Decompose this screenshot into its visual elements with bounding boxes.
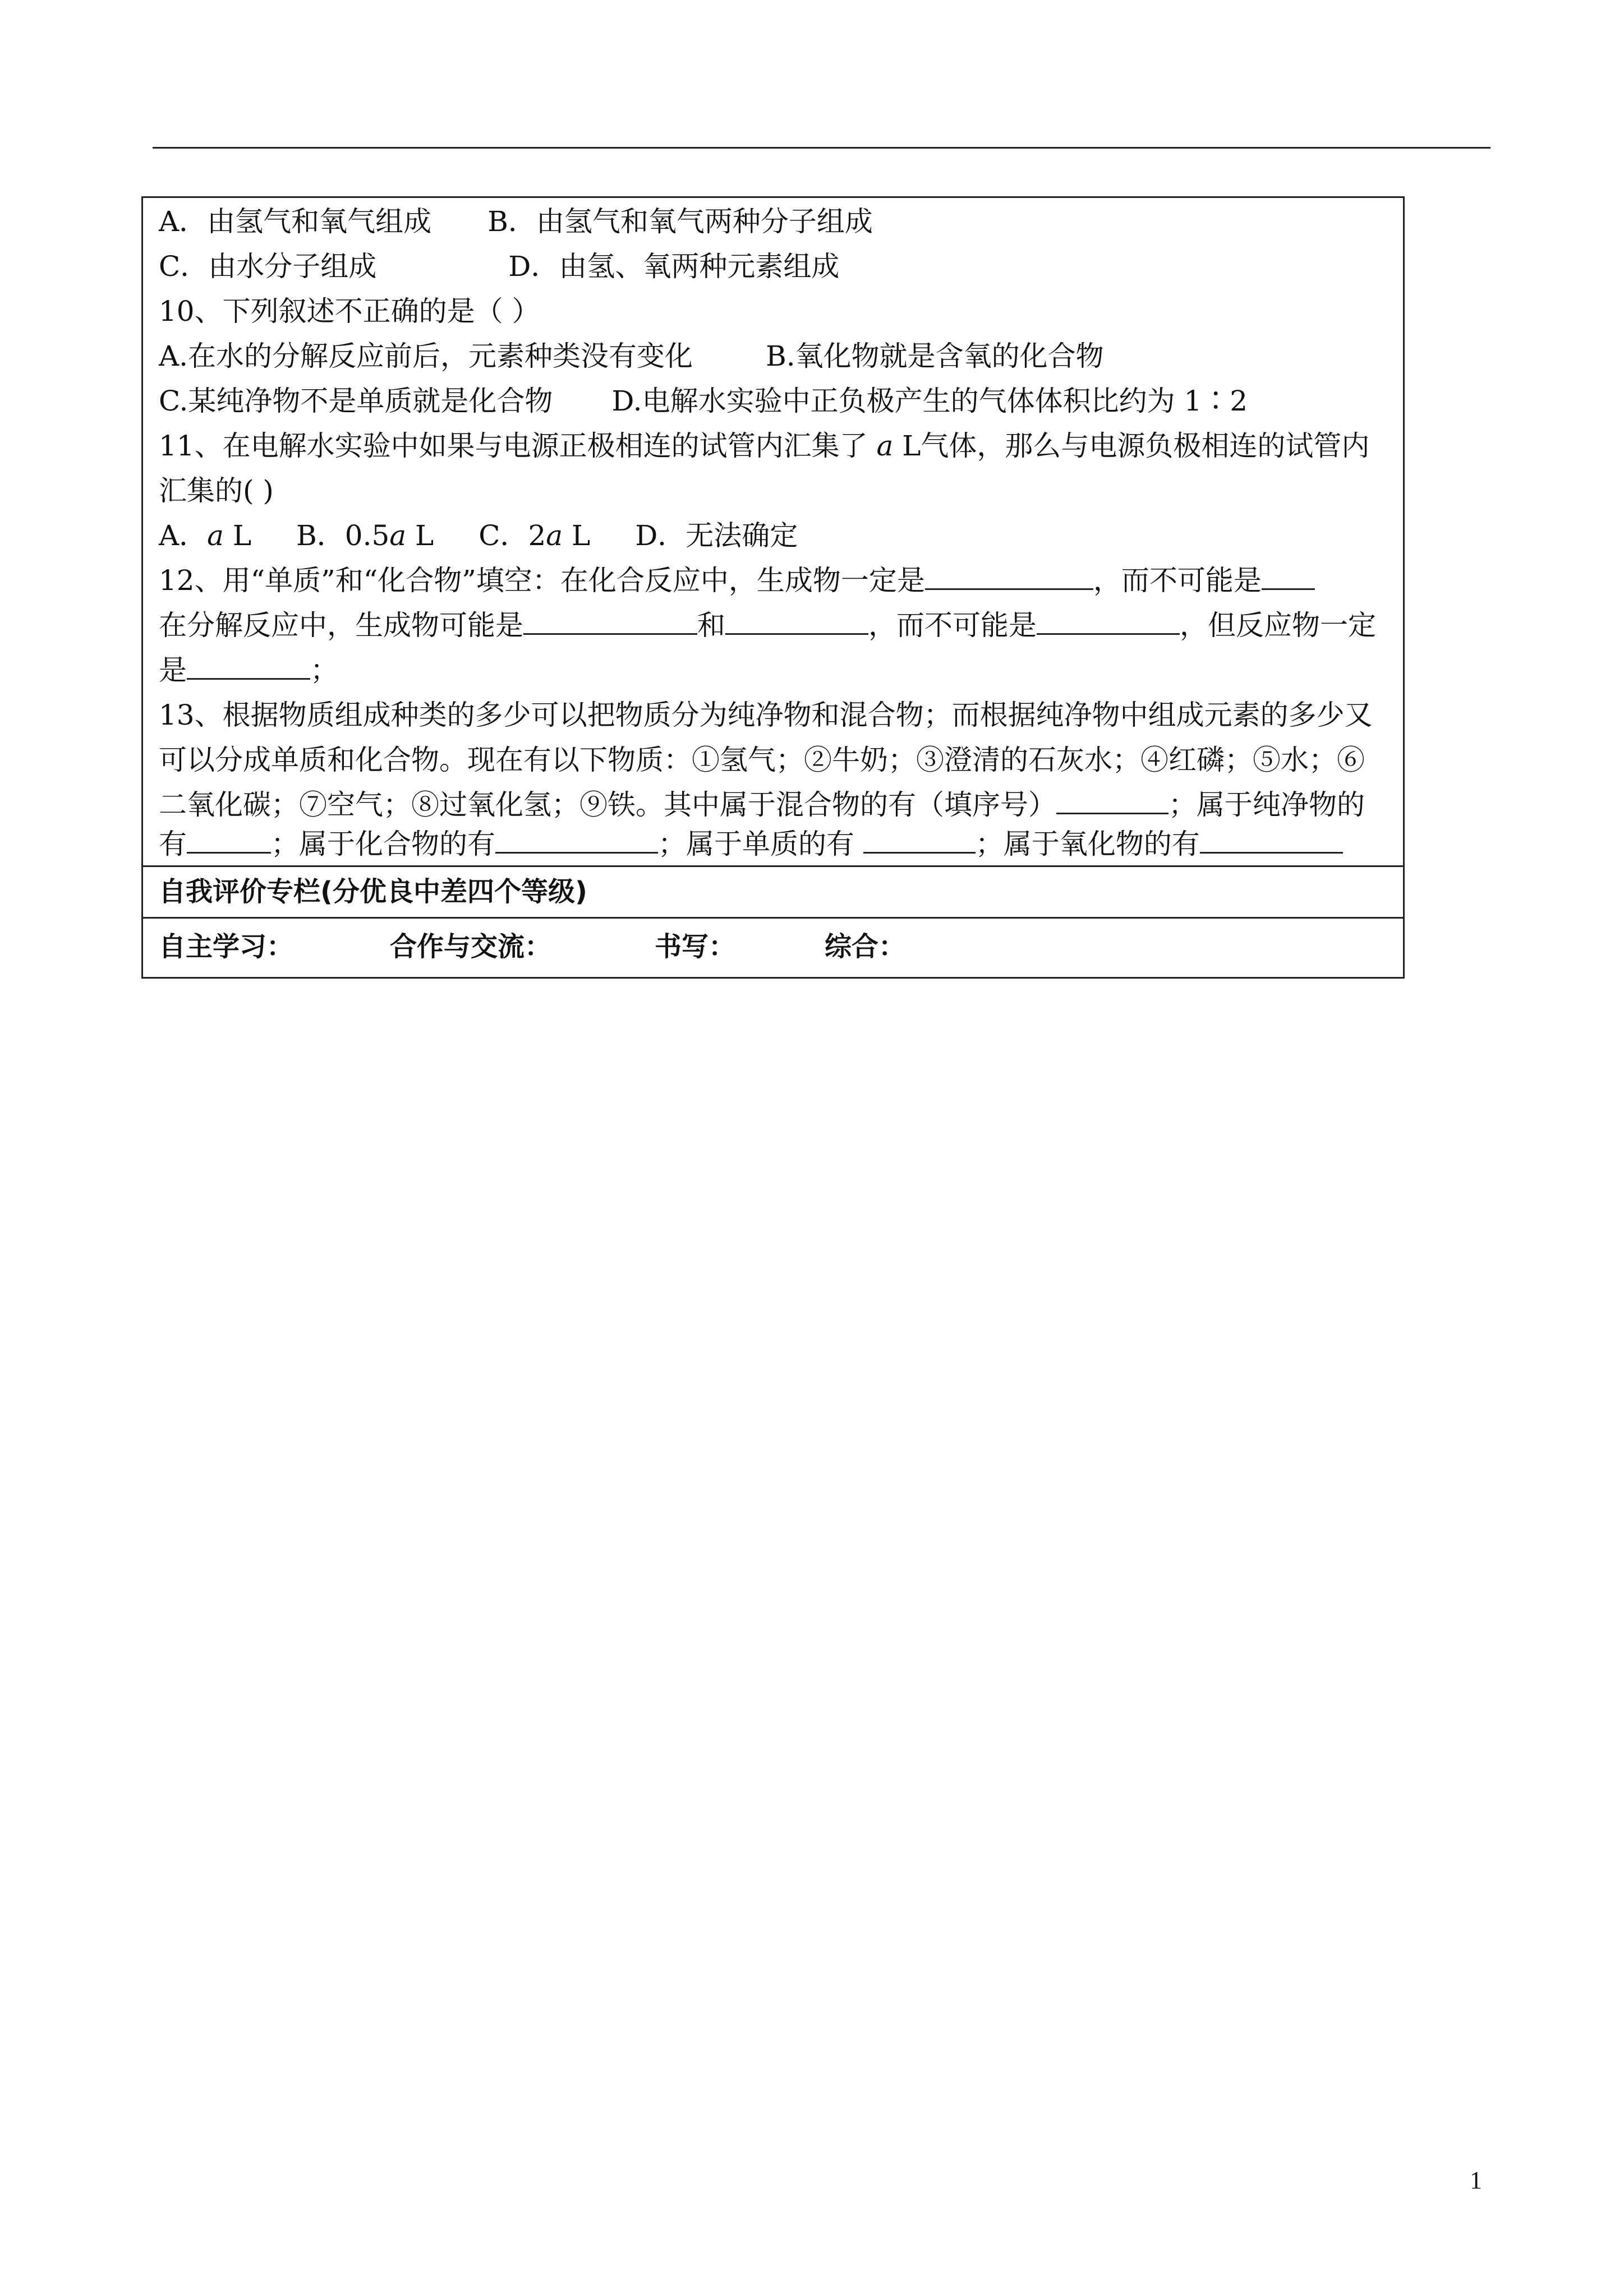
q12-blank-4[interactable] — [725, 604, 868, 635]
q13-line-1: 13、根据物质组成种类的多少可以把物质分为纯净物和混合物；而根据纯净物中组成元素的多少又 — [159, 699, 1373, 731]
q11-option-d: D．无法确定 — [635, 519, 798, 552]
q13-text: ；属于化合物的有 — [271, 828, 495, 860]
q12-text: ，而不可能是 — [1093, 564, 1262, 597]
q12-line-2 — [159, 603, 1403, 648]
q9-option-c: C．由水分子组成 — [159, 250, 377, 283]
header-rule — [153, 147, 1490, 149]
q10-options-row-1 — [159, 334, 1403, 379]
q12-text: ； — [310, 654, 338, 686]
q12-text: 12、用“单质”和“化合物”填空：在化合反应中，生成物一定是 — [159, 564, 925, 597]
q12-text: 在分解反应中，生成物可能是 — [159, 609, 523, 642]
q10-options-row-2 — [159, 379, 1403, 423]
q13-text: 二氧化碳；⑦空气；⑧过氧化氢；⑨铁。其中属于混合物的有（填序号） — [159, 789, 1056, 821]
q12-text: ，而不可能是 — [868, 609, 1037, 642]
q10-option-c: C.某纯净物不是单质就是化合物 — [159, 385, 553, 417]
q10-option-b: B.氧化物就是含氧的化合物 — [766, 340, 1104, 372]
q13-text: 有 — [159, 828, 187, 860]
q12-blank-6[interactable] — [187, 649, 310, 680]
q12-text: ，但反应物一定 — [1180, 609, 1376, 642]
q11-option-b: B．0.5a L — [296, 519, 434, 552]
eval-self-study: 自主学习： — [159, 931, 294, 962]
q12-blank-5[interactable] — [1037, 604, 1180, 635]
q10-option-d: D.电解水实验中正负极产生的气体体积比约为 1∶2 — [611, 385, 1248, 417]
q11-option-c: C．2a L — [479, 519, 591, 552]
q13-text: ；属于纯净物的 — [1168, 789, 1365, 821]
q13-line-2: 可以分成单质和化合物。现在有以下物质：①氢气；②牛奶；③澄清的石灰水；④红磷；⑤水；⑥ — [159, 744, 1365, 776]
evaluation-row — [143, 917, 1403, 979]
q9-option-a: A．由氢气和氧气组成 — [159, 205, 432, 238]
q12-blank-2[interactable] — [1262, 559, 1315, 590]
q13-blank-oxides[interactable] — [1200, 823, 1343, 854]
q13-line-3 — [159, 782, 1403, 827]
q13-blank-pure[interactable] — [187, 823, 271, 854]
q11-options — [159, 513, 1403, 558]
q11-stem-line-1 — [159, 423, 1403, 468]
q9-options-row-2 — [159, 244, 1403, 289]
page-number: 1 — [1470, 2166, 1482, 2194]
q13-blank-elements[interactable] — [863, 823, 976, 854]
q11-variable: a — [876, 430, 894, 462]
q12-line-3 — [159, 648, 1403, 693]
q12-text: 和 — [697, 609, 725, 642]
q11-option-a: A．a L — [159, 519, 252, 552]
evaluation-title: 自我评价专栏(分优良中差四个等级) — [143, 865, 1403, 917]
eval-cooperation: 合作与交流： — [390, 931, 552, 962]
q12-blank-1[interactable] — [925, 559, 1093, 590]
q12-text: 是 — [159, 654, 187, 686]
q13-text: ；属于单质的有 — [658, 828, 863, 860]
q11-stem-line-2: 汇集的( ) — [159, 474, 274, 507]
question-area — [159, 198, 1403, 865]
q10-option-a: A.在水的分解反应前后，元素种类没有变化 — [159, 340, 693, 372]
eval-overall: 综合： — [825, 931, 906, 962]
q13-blank-compounds[interactable] — [495, 823, 658, 854]
q13-line-4 — [159, 822, 1403, 866]
worksheet-table — [141, 196, 1405, 979]
q11-stem-part-1: 11、在电解水实验中如果与电源正极相连的试管内汇集了 — [159, 430, 877, 462]
q12-line-1 — [159, 558, 1403, 603]
q13-blank-mixtures[interactable] — [1056, 783, 1168, 814]
q10-stem: 10、下列叙述不正确的是（ ） — [159, 295, 540, 328]
q9-options-row-1 — [159, 199, 1403, 244]
q13-text: ；属于氧化物的有 — [975, 828, 1200, 860]
q9-option-d: D．由氢、氧两种元素组成 — [508, 250, 840, 283]
eval-writing: 书写： — [655, 931, 736, 962]
q11-stem-part-2: L气体，那么与电源负极相连的试管内 — [893, 430, 1370, 462]
q9-option-b: B．由氢气和氧气两种分子组成 — [487, 205, 873, 238]
q12-blank-3[interactable] — [523, 604, 697, 635]
